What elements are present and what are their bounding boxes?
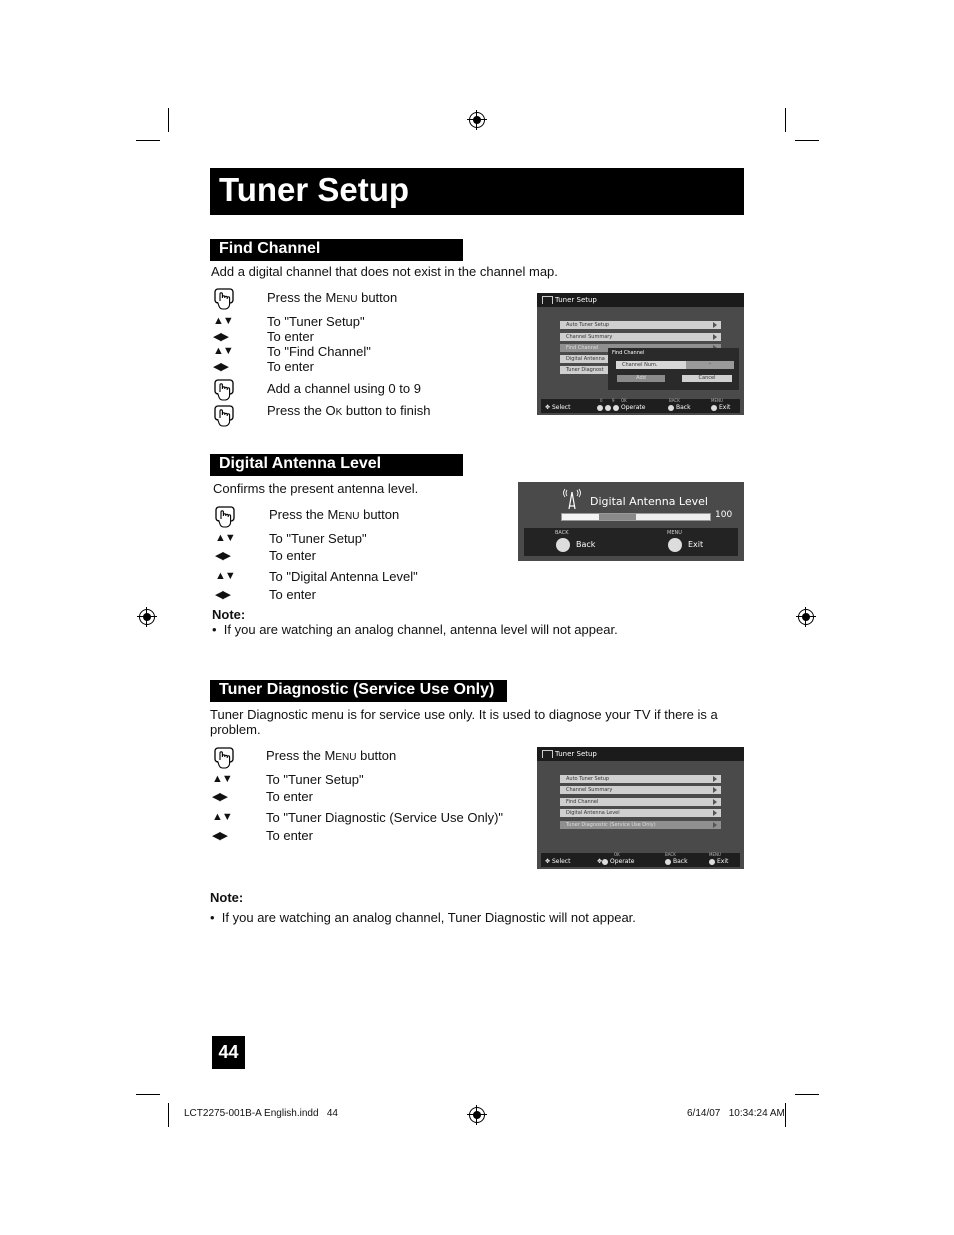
slug-timestamp: 6/14/07 10:34:24 AM (687, 1108, 785, 1119)
step-text: To "Tuner Setup" (269, 531, 367, 546)
crop-mark (785, 1103, 786, 1127)
step-text: To "Digital Antenna Level" (269, 569, 418, 584)
step-text: To "Find Channel" (267, 344, 371, 359)
step-text: Press the MENU button (269, 507, 400, 522)
menu-item: Tuner Diagnostic (Service Use Only) (560, 821, 721, 829)
step-text: Press the OK button to finish (267, 403, 431, 418)
find-channel-popup (608, 348, 739, 390)
operate-hint: Operate (597, 404, 645, 411)
tv-screen-antenna-level (518, 482, 744, 561)
up-down-arrow-icon: ▲▼ (213, 315, 233, 327)
button-icon (613, 405, 619, 411)
left-right-arrow-icon: ◀▶ (213, 331, 228, 343)
section-intro: problem. (210, 722, 261, 737)
note-label: Note: (210, 890, 244, 905)
left-right-arrow-icon: ◀▶ (213, 361, 228, 373)
section-heading-diagnostic: Tuner Diagnostic (Service Use Only) (210, 680, 507, 702)
antenna-screen-title: Digital Antenna Level (590, 495, 708, 508)
note-text: • If you are watching an analog channel, Tuner Diagnostic will not appear. (210, 910, 636, 925)
menu-item: Digital Antenna Level (560, 809, 721, 817)
menu-item: Channel Summary (560, 786, 721, 794)
left-right-arrow-icon: ◀▶ (212, 791, 227, 803)
left-right-arrow-icon: ◀▶ (215, 589, 230, 601)
button-icon (668, 405, 674, 411)
registration-mark-icon (469, 1107, 485, 1123)
hand-icon (213, 746, 235, 770)
registration-mark-icon (469, 112, 485, 128)
operate-hint: ✥ Operate (597, 858, 635, 865)
button-icon (602, 859, 608, 865)
menu-item: Channel Summary (560, 333, 721, 341)
crop-mark (168, 108, 169, 132)
crop-mark (785, 108, 786, 132)
back-hint: Back (665, 858, 688, 865)
button-icon (711, 405, 717, 411)
move-arrows-icon: ✥ (597, 858, 603, 865)
antenna-level-bar (561, 513, 711, 521)
menu-item: Digital Antenna (560, 355, 721, 363)
button-icon (709, 859, 715, 865)
screen-footer: ✥ Select OK ✥ Operate BACK Back MENU Exit (541, 853, 740, 867)
note-text: • If you are watching an analog channel, antenna level will not appear. (212, 622, 618, 637)
up-down-arrow-icon: ▲▼ (213, 345, 233, 357)
crop-mark (168, 1103, 169, 1127)
section-intro: Add a digital channel that does not exist in the channel map. (211, 264, 558, 279)
left-right-arrow-icon: ◀▶ (215, 550, 230, 562)
button-icon (665, 859, 671, 865)
exit-hint: Exit (711, 404, 730, 411)
select-hint: ✥ Select (545, 404, 571, 411)
popup-title: Find Channel (612, 350, 645, 356)
antenna-footer: BACK Back MENU Exit (524, 528, 738, 556)
step-text: Add a channel using 0 to 9 (267, 381, 421, 396)
left-right-arrow-icon: ◀▶ (212, 830, 227, 842)
back-button-icon (556, 538, 570, 552)
menu-item: Find Channel (560, 344, 721, 352)
up-down-arrow-icon: ▲▼ (212, 811, 232, 823)
slug-file-name: LCT2275-001B-A English.indd 44 (184, 1108, 338, 1119)
registration-mark-icon (798, 609, 814, 625)
step-text: To enter (267, 329, 314, 344)
section-heading-find-channel: Find Channel (210, 239, 463, 261)
tv-screen-find-channel (537, 293, 744, 415)
screen-footer: ✥ Select 0 9 OK Operate BACK Back MENU Exit (541, 399, 740, 413)
add-button: Add (617, 375, 665, 382)
crop-mark (795, 1094, 819, 1095)
section-intro: Confirms the present antenna level. (213, 481, 419, 496)
back-hint: Back (668, 404, 691, 411)
arrow-right-icon (713, 776, 717, 782)
antenna-icon (562, 488, 582, 510)
page-number: 44 (212, 1036, 245, 1069)
step-text: To "Tuner Setup" (267, 314, 365, 329)
arrow-right-icon (713, 822, 717, 828)
menu-item: Find Channel (560, 798, 721, 806)
arrow-right-icon (713, 787, 717, 793)
screen-title-bar: Tuner Setup (537, 293, 744, 307)
select-hint: ✥ Select (545, 858, 571, 865)
step-text: To enter (266, 828, 313, 843)
crop-mark (136, 1094, 160, 1095)
step-text: To enter (267, 359, 314, 374)
arrow-right-icon (713, 334, 717, 340)
up-down-arrow-icon: ▲▼ (212, 773, 232, 785)
menu-item: Tuner Diagnost (560, 366, 721, 374)
antenna-level-white (562, 514, 599, 520)
move-arrows-icon: ✥ (545, 858, 551, 865)
crop-mark (136, 140, 160, 141)
step-text: Press the MENU button (266, 748, 397, 763)
up-down-arrow-icon: ▲▼ (215, 570, 235, 582)
step-text: To "Tuner Diagnostic (Service Use Only)" (266, 810, 504, 825)
registration-mark-icon (139, 609, 155, 625)
page-title: Tuner Setup (219, 171, 410, 208)
screen-title-bar: Tuner Setup (537, 747, 744, 761)
channel-num-field: Channel Num. – (616, 361, 734, 369)
section-intro: Tuner Diagnostic menu is for service use only. It is used to diagnose your TV if there is a (210, 707, 718, 722)
arrow-right-icon (713, 810, 717, 816)
move-arrows-icon: ✥ (545, 404, 551, 411)
arrow-right-icon (713, 799, 717, 805)
crop-mark (795, 140, 819, 141)
tv-icon (542, 296, 553, 304)
hand-icon (213, 378, 235, 402)
exit-hint: Exit (709, 858, 728, 865)
step-text: To enter (269, 587, 316, 602)
note-label: Note: (212, 607, 246, 622)
hand-icon (213, 404, 235, 428)
section-heading-antenna: Digital Antenna Level (210, 454, 463, 476)
arrow-right-icon (713, 322, 717, 328)
up-down-arrow-icon: ▲▼ (215, 532, 235, 544)
button-icon (597, 405, 603, 411)
step-text: To "Tuner Setup" (266, 772, 364, 787)
menu-item: Auto Tuner Setup (560, 321, 721, 329)
step-text: Press the MENU button (267, 290, 398, 305)
tv-screen-diagnostic (537, 747, 744, 869)
menu-button-icon (668, 538, 682, 552)
step-text: To enter (266, 789, 313, 804)
page-title-bar (210, 168, 744, 215)
hand-icon (213, 287, 235, 311)
cancel-button: Cancel (682, 375, 732, 382)
step-text: To enter (269, 548, 316, 563)
menu-item: Auto Tuner Setup (560, 775, 721, 783)
hand-icon (214, 505, 236, 529)
button-icon (605, 405, 611, 411)
tv-icon (542, 750, 553, 758)
antenna-level-value: 100 (715, 510, 733, 520)
